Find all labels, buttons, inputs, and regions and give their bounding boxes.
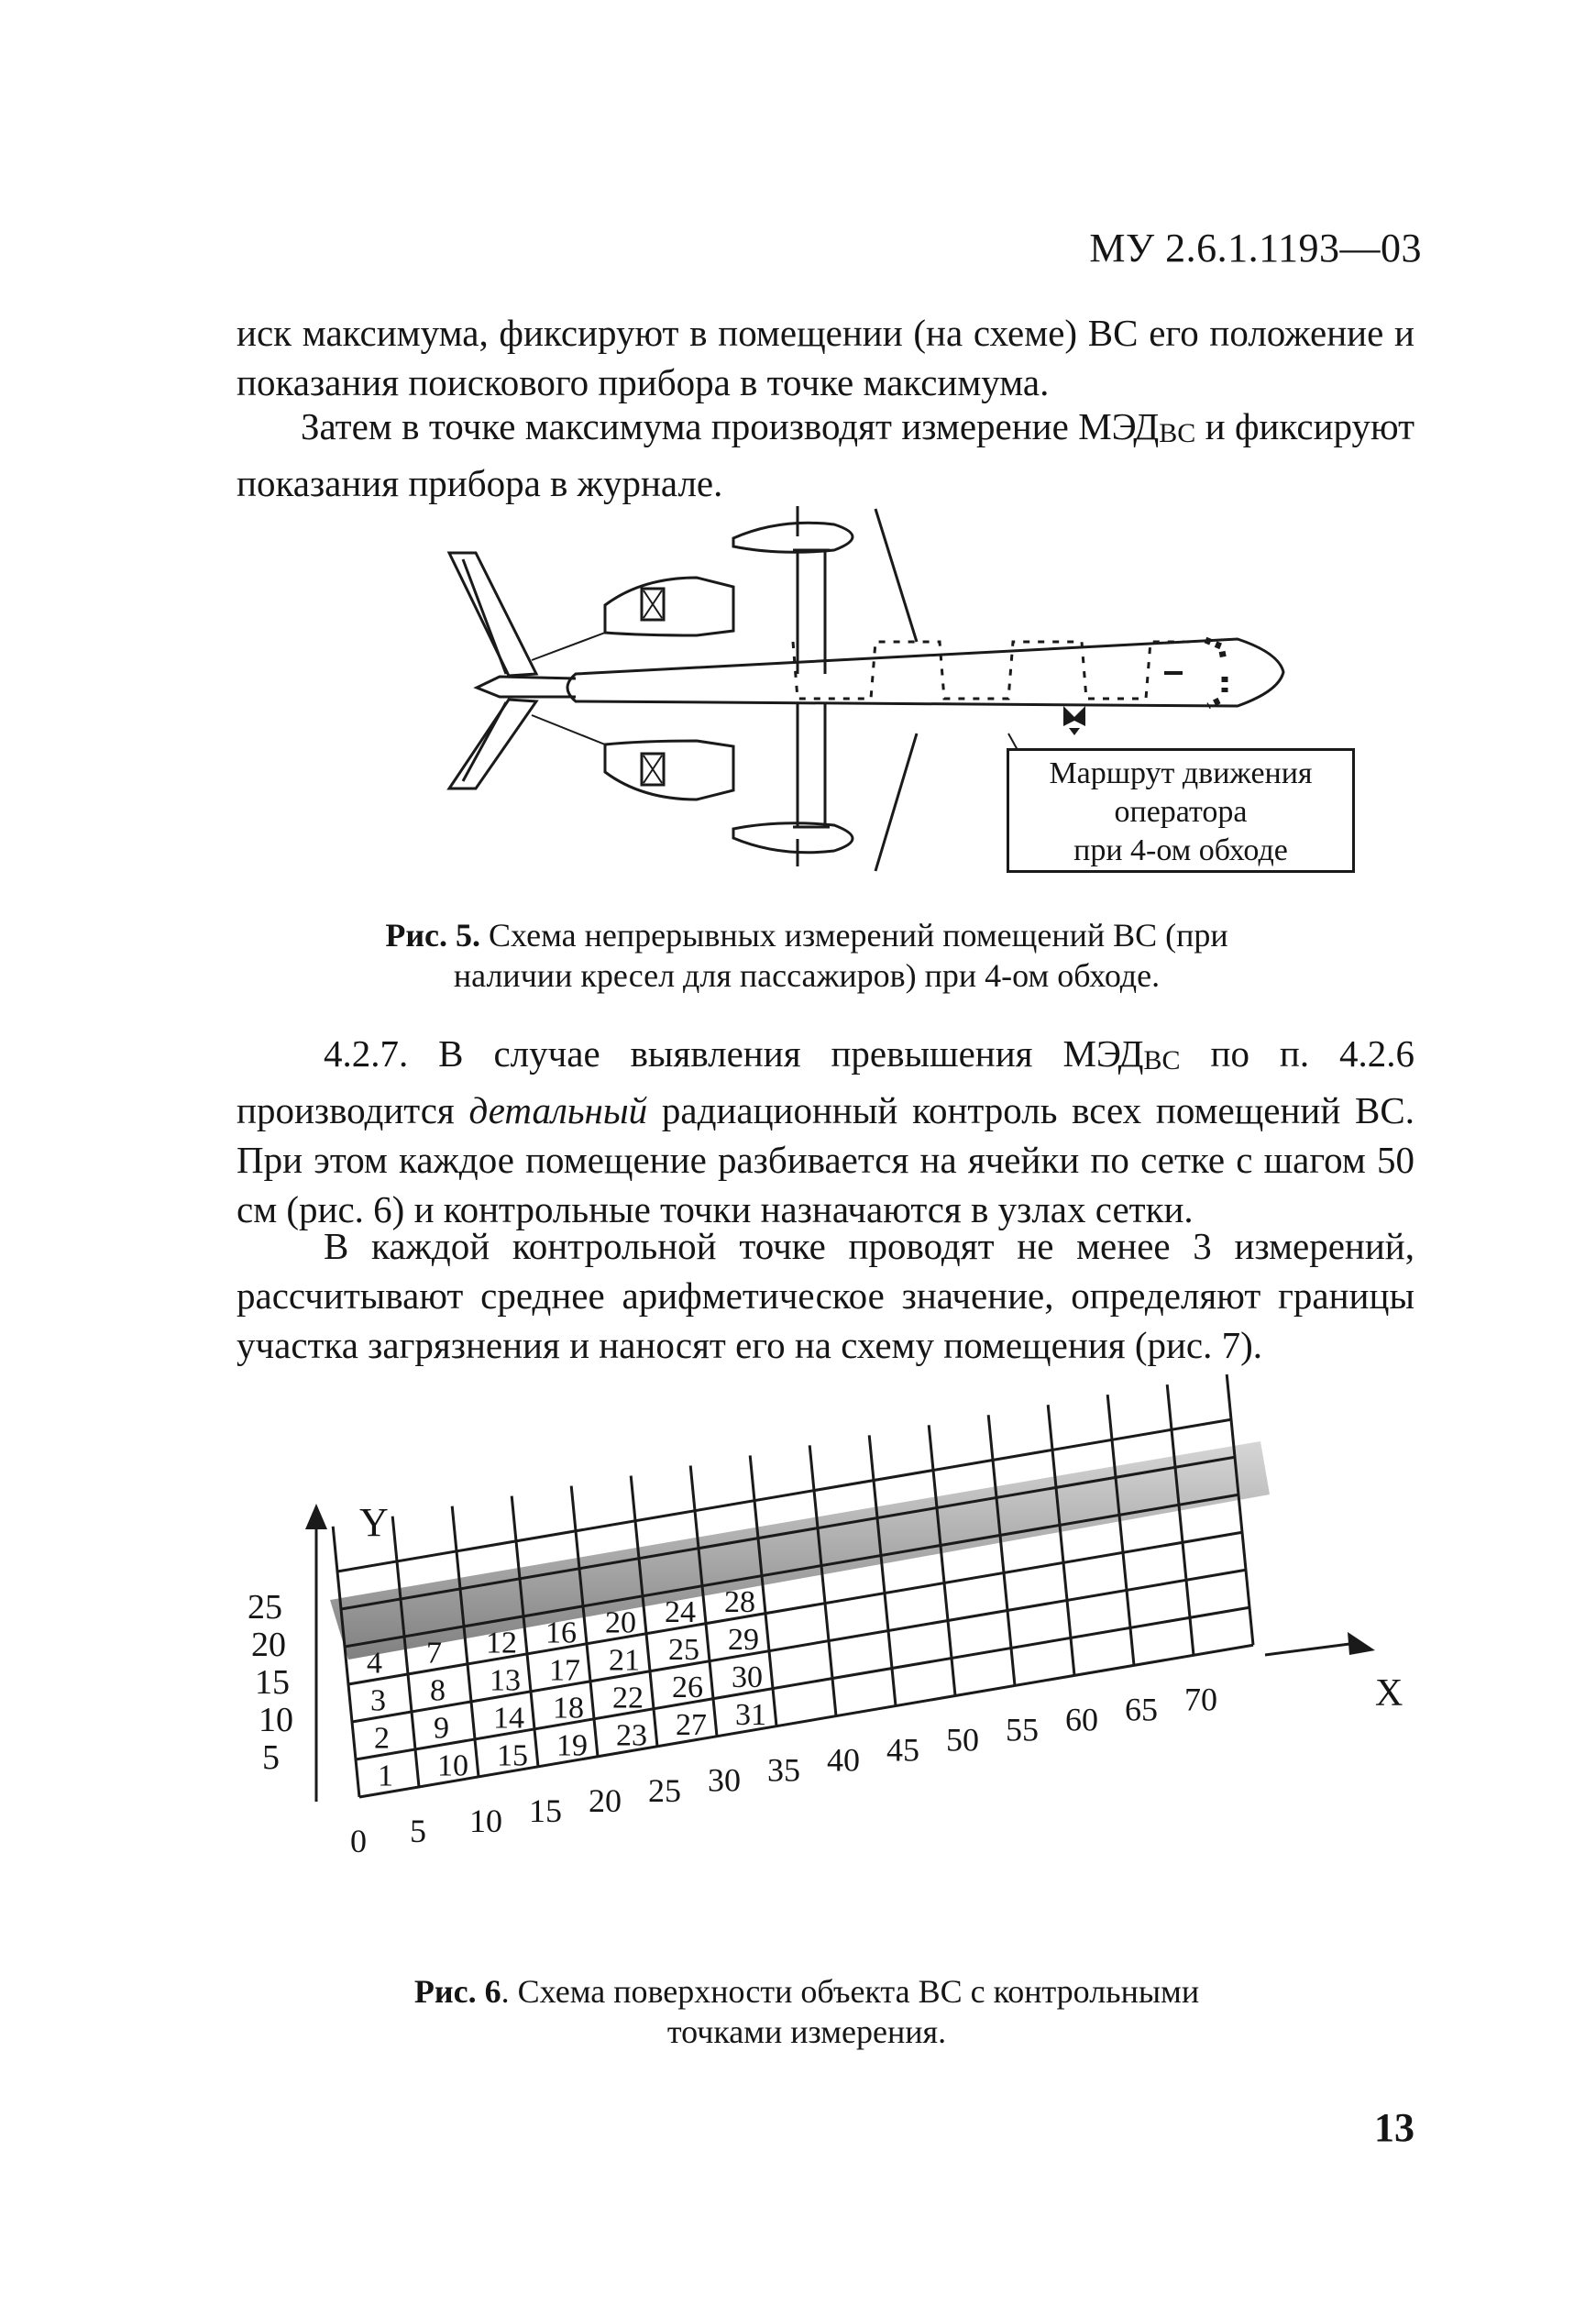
control-point-label: 23 [615, 1718, 647, 1753]
grid-column-line [1227, 1374, 1253, 1645]
control-point-label: 26 [671, 1671, 703, 1705]
y-tick-label: 5 [262, 1738, 280, 1777]
p3-text-a: 4.2.7. В случае выявления превышения МЭД [324, 1032, 1144, 1075]
control-point-label: 30 [731, 1660, 763, 1695]
grid-column-line [1048, 1405, 1074, 1675]
y-tick-label: 20 [251, 1626, 286, 1664]
control-point-label: 18 [552, 1691, 584, 1726]
control-point-label: 7 [425, 1636, 442, 1671]
figure-5-caption-text: Схема непрерывных измерений помещений ВС (при наличии кресел для пассажиров) при 4-ом обходе. [453, 917, 1228, 994]
figure-6-caption-text: . Схема поверхности объекта ВС с контрольными точками измерения. [501, 1973, 1200, 2050]
x-tick-label: 35 [767, 1751, 800, 1789]
control-point-label: 3 [369, 1683, 386, 1718]
p3-subscript: ВС [1143, 1045, 1181, 1075]
control-point-label: 4 [366, 1646, 382, 1681]
control-point-label: 13 [489, 1663, 521, 1698]
control-point-label: 28 [723, 1585, 755, 1620]
route-label-line-3: при 4-ом обходе [1073, 833, 1288, 867]
grid-column-line [1167, 1384, 1194, 1655]
x-tick-label: 65 [1125, 1691, 1158, 1728]
control-point-label: 1 [377, 1759, 393, 1793]
x-tick-label: 25 [648, 1771, 681, 1809]
p2-text-b: и фиксируют показания прибора в журнале. [237, 405, 1415, 504]
control-point-label: 2 [373, 1721, 390, 1756]
grid-column-line [333, 1527, 359, 1797]
x-axis-label: X [1375, 1672, 1403, 1715]
figure-6-caption [385, 1971, 1228, 2052]
grid-row-line [345, 1494, 1238, 1650]
grid-column-line [869, 1435, 896, 1705]
grid-column-line [392, 1516, 419, 1787]
x-tick-label: 50 [946, 1721, 979, 1759]
x-tick-label: 10 [469, 1802, 502, 1839]
paragraph-control-points: В каждой контрольной точке проводят не менее 3 измерений, рассчитывают среднее арифметическое значение, определяют границы участка загрязнения и наносят его на схему помещения (рис. 7). [237, 1225, 1414, 1366]
x-tick-labels [350, 1681, 1217, 1859]
grid-column-line [1107, 1395, 1134, 1665]
route-label-line-1: Маршрут движения [1049, 756, 1313, 790]
control-point-label: 31 [734, 1698, 766, 1733]
control-point-label: 25 [667, 1633, 699, 1668]
grid-lines [333, 1374, 1253, 1797]
p3-emphasis: детальный [468, 1089, 648, 1131]
y-tick-label: 15 [255, 1663, 290, 1702]
x-tick-label: 45 [886, 1731, 919, 1769]
paragraph-continuation: иск максимума, фиксируют в помещении (на схеме) ВС его положение и показания поискового прибора в точке максимума. [237, 312, 1414, 403]
y-tick-labels [248, 1588, 293, 1777]
grid-column-line [452, 1506, 479, 1777]
grid-column-line [929, 1425, 955, 1695]
y-tick-label: 25 [248, 1588, 282, 1627]
control-point-label: 29 [727, 1623, 759, 1658]
p2-subscript: ВС [1159, 418, 1196, 448]
control-point-label: 14 [492, 1701, 524, 1736]
x-axis [1265, 1632, 1403, 1715]
control-point-label: 16 [545, 1616, 577, 1650]
control-point-label: 12 [485, 1626, 517, 1660]
grid-row-line [341, 1457, 1235, 1609]
x-tick-label: 30 [708, 1761, 741, 1799]
figure-6-caption-label: Рис. 6 [413, 1973, 501, 2010]
control-point-label: 20 [604, 1605, 636, 1640]
x-tick-label: 70 [1184, 1681, 1217, 1718]
control-point-label: 27 [675, 1708, 707, 1743]
control-point-label: 10 [436, 1748, 468, 1783]
x-tick-label: 60 [1065, 1701, 1098, 1738]
control-point-label: 22 [611, 1681, 644, 1715]
control-point-label: 17 [548, 1653, 580, 1688]
x-tick-label: 15 [529, 1792, 562, 1829]
control-point-label: 19 [556, 1728, 588, 1763]
x-tick-label: 55 [1006, 1711, 1039, 1748]
control-point-label: 9 [433, 1711, 449, 1746]
document-code: МУ 2.6.1.1193—03 [1089, 226, 1422, 270]
grid-column-line [988, 1415, 1015, 1685]
y-axis-label: Y [359, 1500, 389, 1545]
figure-5-caption-label: Рис. 5. [385, 917, 481, 954]
p3-text-b: по п. 4.2.6 производится [237, 1032, 1414, 1131]
route-label-line-2: оператора [1114, 795, 1248, 829]
p2-text-a: Затем в точке максимума производят измерение МЭД [301, 405, 1160, 447]
grid-column-line [809, 1445, 836, 1715]
x-tick-label: 5 [410, 1812, 426, 1849]
control-point-label: 15 [496, 1738, 528, 1773]
x-tick-label: 20 [589, 1781, 622, 1819]
control-point-label: 24 [664, 1595, 696, 1630]
x-tick-label: 0 [350, 1823, 367, 1859]
control-point-label: 8 [429, 1673, 446, 1708]
x-tick-label: 40 [827, 1741, 860, 1779]
p3-text-c: радиационный контроль всех помещений ВС. При этом каждое помещение разбивается на ячейки по сетке с шагом 50 см (рис. 6) и контрольные точки назначаются в узлах сетки. [237, 1089, 1414, 1230]
control-point-label: 21 [608, 1643, 640, 1678]
page-number: 13 [1374, 2105, 1414, 2150]
y-tick-label: 10 [259, 1701, 293, 1739]
